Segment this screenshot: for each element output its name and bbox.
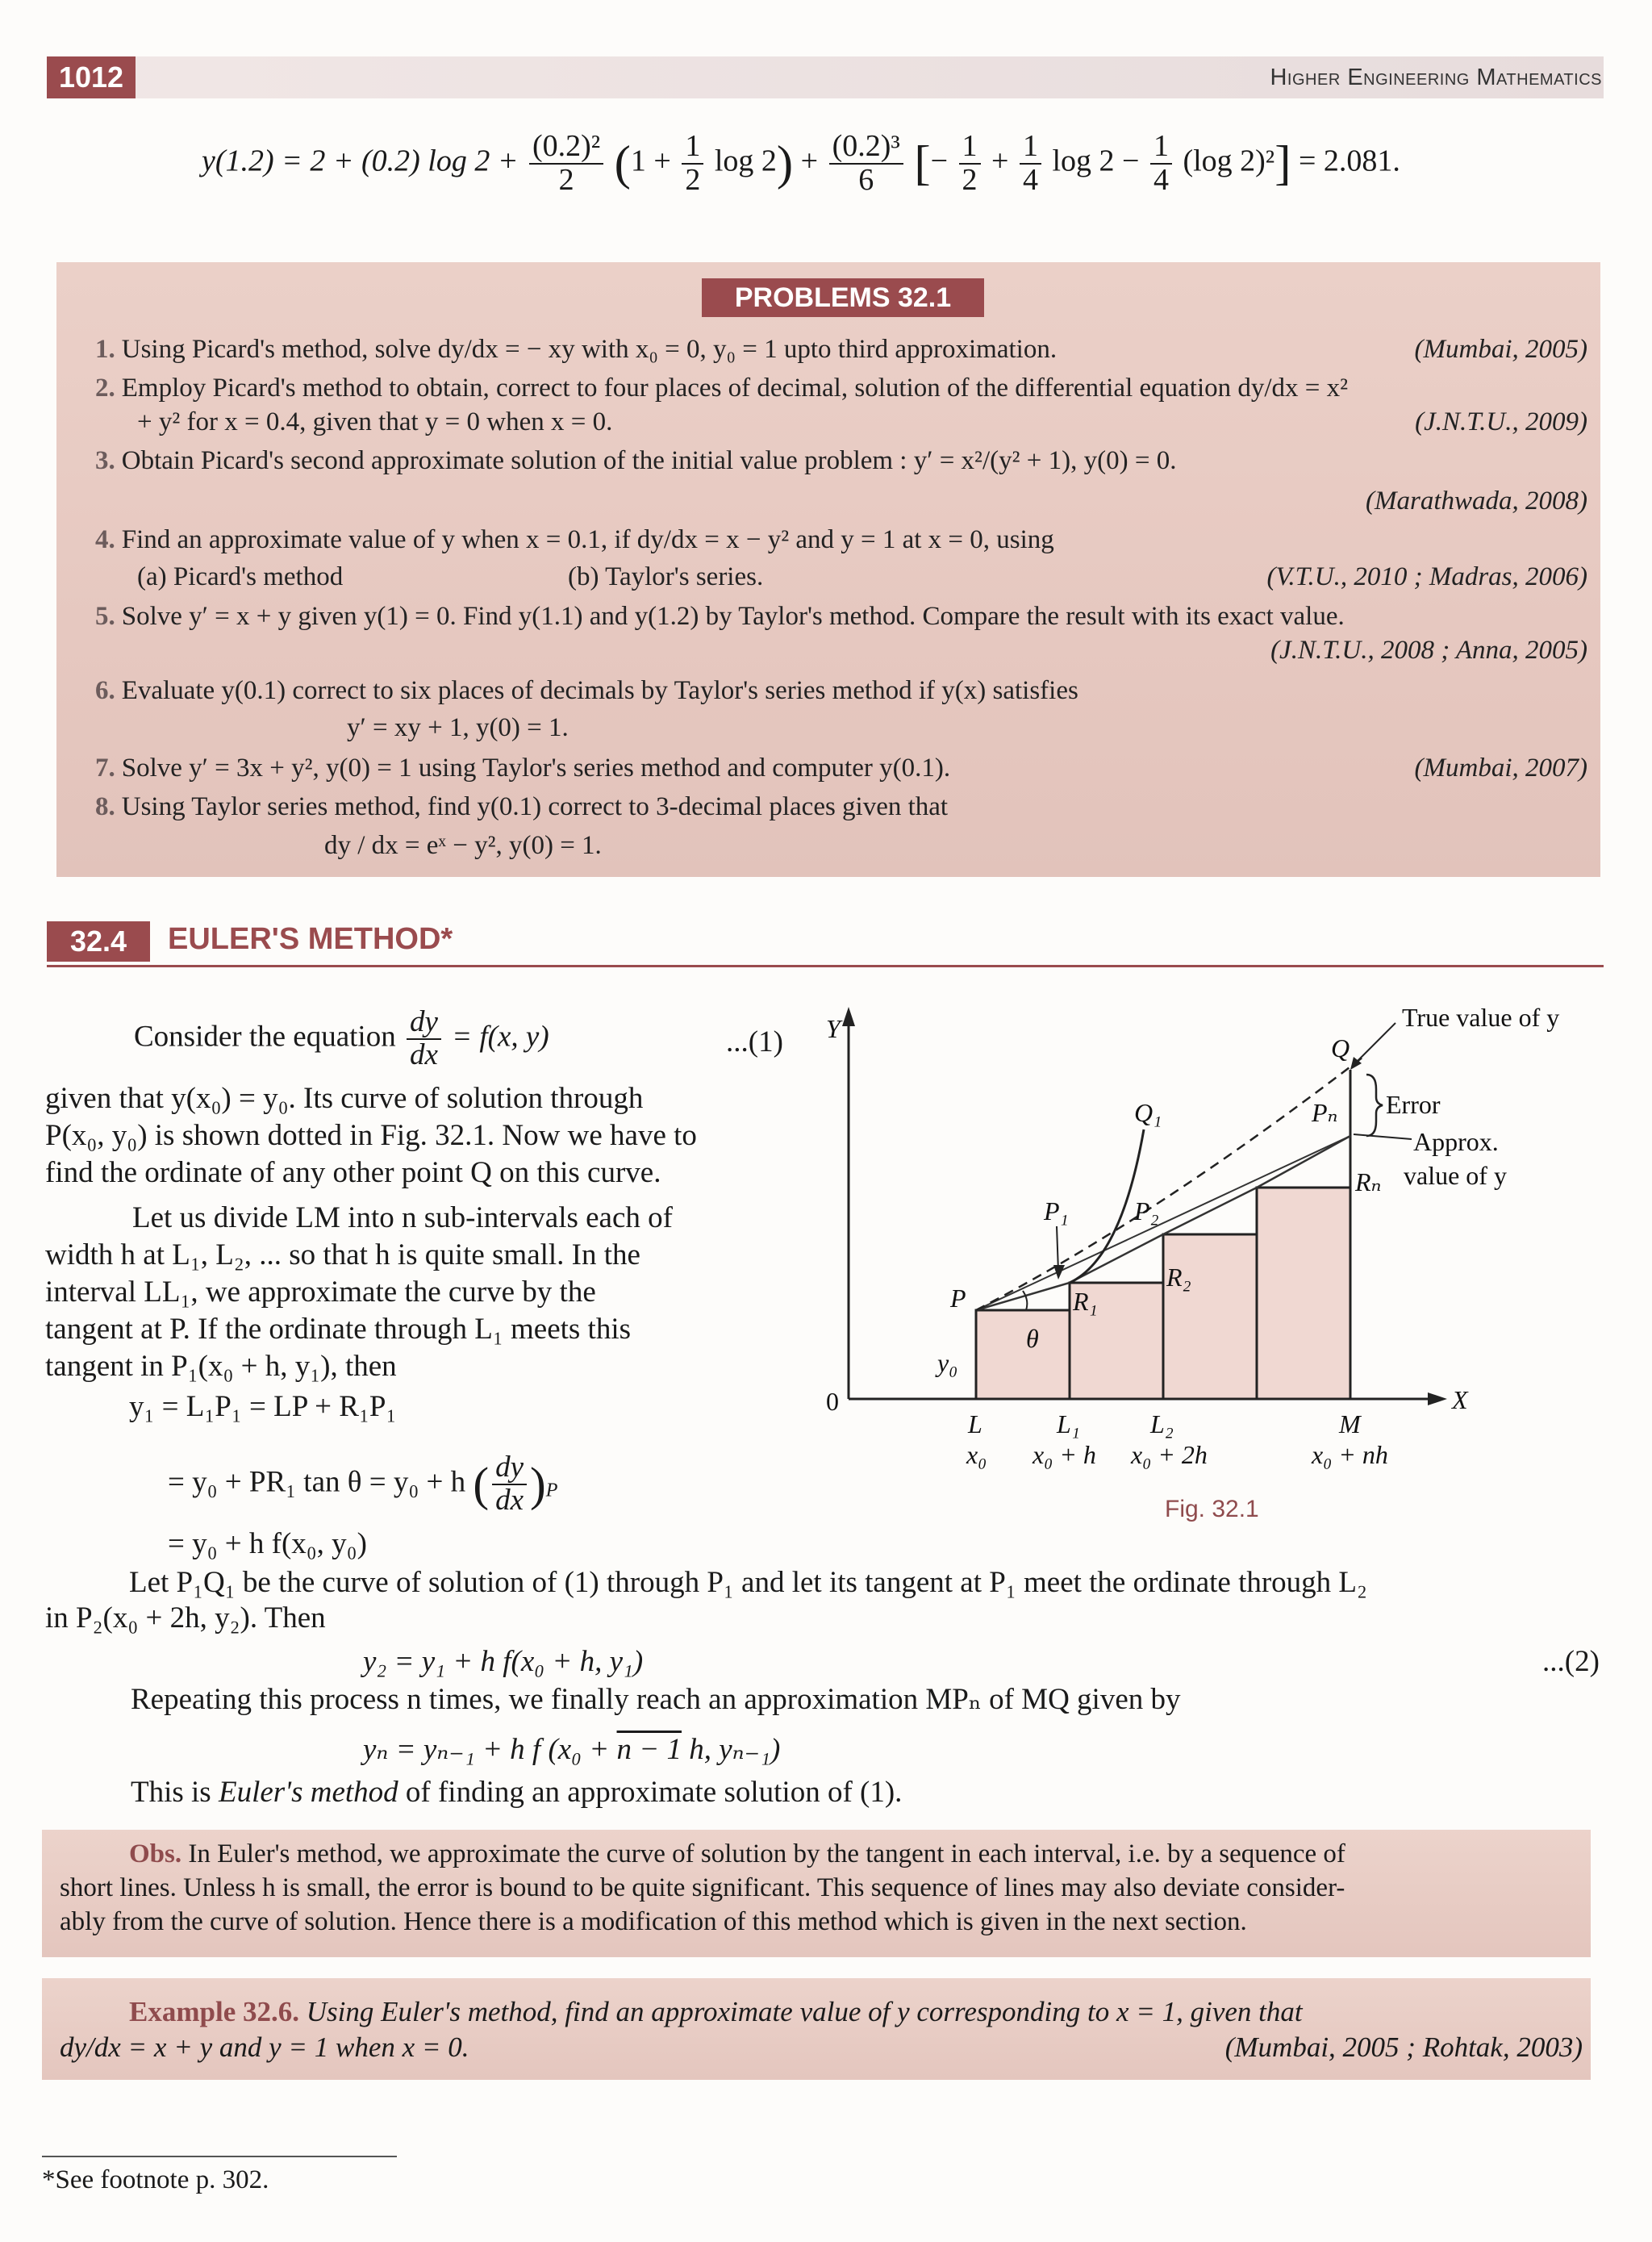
label-error: Error [1386,1090,1441,1119]
para5: This is Euler's method of finding an approximate solution of (1). [131,1776,903,1809]
derivation-2: = y₀ + PR₁ tan θ = y₀ + h ( $\frac{dy}{dx}$ )$_P$ [168,1451,558,1517]
label-Y: Y [826,1014,841,1043]
label-x02h: x₀ + 2h [1131,1440,1208,1469]
derivation-3: = y₀ + h f(x₀, y₀) [168,1527,367,1560]
x-axis-arrow [1428,1392,1447,1405]
problem-8: 8. Using Taylor series method, find y(0.1) correct to 3-decimal places given that [95,792,949,821]
problem-2-source: (J.N.T.U., 2009) [1415,407,1587,436]
step-rect-1 [976,1310,1070,1399]
para2-line5: tangent in P₁(x₀ + h, y₁), then [45,1350,397,1383]
problem-4-b: (b) Taylor's series. [568,562,764,591]
label-O: 0 [826,1387,839,1416]
y-axis-arrow [842,1007,855,1026]
label-approx: Approx. [1413,1127,1499,1156]
label-P: P [950,1284,966,1313]
leader-true [1354,1023,1395,1065]
section-rule [47,965,1604,967]
problem-6-eq: y′ = xy + 1, y(0) = 1. [347,713,569,742]
label-true-value: True value of y [1402,1003,1560,1032]
equation-n: yₙ = yₙ₋₁ + h f (x₀ + n − 1 h, yₙ₋₁) [363,1733,781,1766]
equation-2-tag: ...(2) [1542,1645,1600,1678]
section-number: 32.4 [47,921,150,962]
label-Pn: Pₙ [1312,1098,1338,1127]
label-Q1: Q₁ [1134,1098,1162,1127]
label-x0: x₀ [966,1440,987,1469]
page-number: 1012 [47,56,136,98]
problem-1: 1. Using Picard's method, solve dy/dx = − xy with x₀ = 0, y₀ = 1 upto third approximation. [95,335,1058,364]
para4: Repeating this process n times, we finally reach an approximation MPₙ of MQ given by [131,1683,1181,1716]
problem-7-source: (Mumbai, 2007) [1414,754,1587,783]
label-x0nh: x₀ + nh [1312,1440,1388,1469]
footnote-rule [42,2156,397,2157]
label-Rn: Rₙ [1355,1167,1382,1196]
label-M: M [1339,1409,1361,1438]
label-P1: P₁ [1044,1196,1069,1225]
example-line2: dy/dx = x + y and y = 1 when x = 0. [60,2031,469,2063]
para2-line4: tangent at P. If the ordinate through L₁ meets this [45,1313,632,1346]
problem-8-eq: dy / dx = eˣ − y², y(0) = 1. [324,831,602,860]
label-P2: P₂ [1134,1196,1159,1225]
para2-line2: width h at L₁, L₂, ... so that h is quite small. In the [45,1238,640,1271]
label-Q: Q [1331,1033,1350,1063]
obs-line2: short lines. Unless h is small, the error is bound to be quite significant. This sequence of lines may also deviate consider- [60,1873,1345,1902]
leader-approx [1354,1134,1412,1139]
problem-5-source: (J.N.T.U., 2008 ; Anna, 2005) [1270,636,1587,665]
label-approx-value: value of y [1404,1161,1507,1190]
label-theta: θ [1026,1324,1039,1353]
para3-line1: Let P₁Q₁ be the curve of solution of (1) through P₁ and let its tangent at P₁ meet the ordinate through L₂ [129,1566,1367,1599]
example-box [42,1978,1591,2080]
obs-line3: ably from the curve of solution. Hence there is a modification of this method which is given in the next section. [60,1907,1247,1936]
leader-p1 [1057,1226,1058,1271]
problems-title: PROBLEMS 32.1 [702,278,984,317]
label-R1: R₁ [1073,1287,1098,1316]
problem-1-source: (Mumbai, 2005) [1414,335,1587,364]
footnote: *See footnote p. 302. [42,2165,269,2194]
leader-p1-head [1053,1265,1065,1280]
error-brace [1366,1075,1383,1136]
equation-1: Consider the equation $\frac{dy}{dx}$ = f(x, y) [134,1005,549,1071]
step-rect-4 [1257,1188,1350,1399]
problem-5: 5. Solve y′ = x + y given y(1) = 0. Find y(1.1) and y(1.2) by Taylor's method. Compare the result with its exact value. [95,602,1345,631]
problem-6: 6. Evaluate y(0.1) correct to six places of decimals by Taylor's series method if y(x) satisfies [95,676,1078,705]
problem-4-a: (a) Picard's method [137,562,344,591]
equation-2: y₂ = y₁ + h f(x₀ + h, y₁) [363,1645,644,1678]
section-title: EULER'S METHOD* [168,922,453,956]
equation-1-tag: ...(1) [726,1025,783,1058]
label-y0: y₀ [937,1348,958,1377]
figure-caption: Fig. 32.1 [1165,1496,1259,1522]
step-rect-3 [1163,1234,1257,1399]
para2-line3: interval LL₁, we approximate the curve by the [45,1275,596,1309]
label-X: X [1452,1385,1468,1414]
label-R2: R₂ [1166,1263,1191,1292]
para2-line1: Let us divide LM into n sub-intervals each of [132,1201,673,1234]
label-L2: L₂ [1150,1409,1174,1438]
formula-y12: y(1.2) = 2 + (0.2) log 2 + $\frac{\text{(0.2)²}}{2}$ (1 + $\frac{1}{2}$ log 2) + $\frac{\text{(0.2)³}}{6}$ [− $\frac{1}{2}$ + $\frac{1}{4}$ log 2 − $\frac{1}{4}$ (log 2)²] = 2.081. [202,129,1400,197]
label-L: L [968,1409,982,1438]
problem-3: 3. Obtain Picard's second approximate solution of the initial value problem : y′ = x²/(y² + 1), y(0) = 0. [95,446,1177,475]
problem-3-source: (Marathwada, 2008) [1366,486,1587,516]
theta-arc [1023,1291,1027,1310]
problem-2: 2. Employ Picard's method to obtain, correct to four places of decimal, solution of the differential equation dy/dx = x² [95,374,1349,403]
label-L1: L₁ [1057,1409,1080,1438]
curve-q1 [1070,1129,1144,1283]
problem-4: 4. Find an approximate value of y when x = 0.1, if dy/dx = x − y² and y = 1 at x = 0, using [95,525,1054,554]
problem-7: 7. Solve y′ = 3x + y², y(0) = 1 using Taylor's series method and computer y(0.1). [95,754,951,783]
obs-line1: Obs. In Euler's method, we approximate the curve of solution by the tangent in each interval, i.e. by a sequence of [129,1839,1345,1868]
example-source: (Mumbai, 2005 ; Rohtak, 2003) [1224,2031,1583,2063]
para1-line2: P(x₀, y₀) is shown dotted in Fig. 32.1. Now we have to [45,1119,697,1152]
derivation-1: y₁ = L₁P₁ = LP + R₁P₁ [129,1390,397,1423]
problem-2-cont: + y² for x = 0.4, given that y = 0 when x = 0. [137,407,613,436]
running-head: Higher Engineering Mathematics [1270,65,1602,90]
para1-line1: given that y(x₀) = y₀. Its curve of solution through [45,1082,644,1115]
label-x0h: x₀ + h [1032,1440,1096,1469]
para3-line2: in P₂(x₀ + 2h, y₂). Then [45,1601,326,1635]
para1-line3: find the ordinate of any other point Q on this curve. [45,1156,661,1189]
problem-4-source: (V.T.U., 2010 ; Madras, 2006) [1266,562,1587,591]
figure-euler [815,1000,1621,1533]
example-line1: Example 32.6. Using Euler's method, find an approximate value of y corresponding to x = 1, given that [129,1996,1303,2027]
